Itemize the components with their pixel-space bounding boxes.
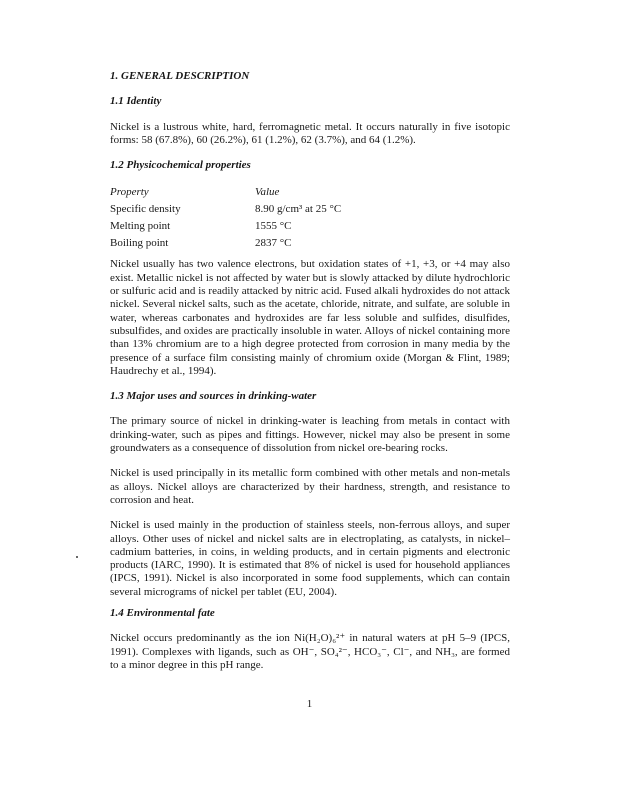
paragraph-metallic-form: Nickel is used principally in its metallic form combined with other metals and non-metals as alloys. Nickel alloys are characterized by their hardness, strength, and resistance to corrosion and heat.: [110, 467, 510, 506]
content-column: [110, 70, 510, 684]
section-heading-environmental-fate: 1.4 Environmental fate: [110, 607, 215, 620]
properties-table-header-row: [110, 184, 510, 201]
table-row: [110, 201, 510, 218]
section-heading-general-description: 1. GENERAL DESCRIPTION: [110, 70, 250, 82]
table-cell-value: 8.90 g/cm³ at 25 °C: [255, 203, 342, 216]
paragraph-identity: Nickel is a lustrous white, hard, ferromagnetic metal. It occurs naturally in five isotopic forms: 58 (67.8%), 60 (26.2%), 61 (1.2%), 62 (3.7%), and 64 (1.2%).: [110, 120, 510, 146]
table-cell-property: Boiling point: [110, 237, 169, 250]
section-heading-identity: 1.1 Identity: [110, 95, 162, 108]
properties-table: [110, 184, 510, 252]
scan-speck: [76, 556, 78, 558]
paragraph-valence-chemistry: Nickel usually has two valence electrons, but oxidation states of +1, +3, or +4 may also exist. Metallic nickel is not affected by water but is slowly attacked by dilute hydrochloric or sulfuric acid and is readily attacked by nitric acid. Fused alkali hydroxides do not attack nickel. Several nickel salts, such as the acetate, chloride, nitrate, and sulfate, are soluble in water, whereas carbonates and hydroxides are far less soluble and sulfides, disulfides, subsulfides, and oxides are practically insoluble in water. Alloys of nickel containing more than 13% chromium are to a high degree protected from corrosion in many media by the presence of a surface film consisting mainly of chromium oxide (Morgan & Flint, 1989; Haudrechy et al., 1994).: [110, 258, 510, 377]
table-row: [110, 235, 510, 252]
paragraph-primary-source: The primary source of nickel in drinking-water is leaching from metals in contact with drinking-water, such as pipes and fittings. However, nickel may also be present in some groundwaters as a consequence of dissolution from nickel ore-bearing rocks.: [110, 415, 510, 455]
page-number: 1: [306, 698, 313, 710]
section-heading-major-uses: 1.3 Major uses and sources in drinking-water: [110, 390, 317, 403]
column-header-property: Property: [110, 186, 149, 199]
table-cell-value: 1555 °C: [255, 220, 292, 233]
section-heading-physicochemical-properties: 1.2 Physicochemical properties: [110, 159, 251, 172]
column-header-value: Value: [255, 186, 280, 199]
paragraph-environmental-fate: Nickel occurs predominantly as the ion Ni(H₂O)₆²⁺ in natural waters at pH 5–9 (IPCS, 1991). Complexes with ligands, such as OH⁻, SO₄²⁻, HCO₃⁻, Cl⁻, and NH₃, are formed to a minor degree in this pH range.: [110, 632, 510, 671]
paragraph-production-uses: Nickel is used mainly in the production of stainless steels, non-ferrous alloys, and super alloys. Other uses of nickel and nickel salts are in electroplating, as catalysts, in nickel–cadmium batteries, in coins, in welding products, and in certain pigments and electronic products (IARC, 1990). It is estimated that 8% of nickel is used for household appliances (IPCS, 1991). Nickel is also incorporated in some food supplements, which can contain several micrograms of nickel per tablet (EU, 2004).: [110, 519, 510, 598]
table-cell-value: 2837 °C: [255, 237, 292, 250]
table-row: [110, 218, 510, 235]
table-cell-property: Specific density: [110, 203, 181, 216]
table-cell-property: Melting point: [110, 220, 171, 233]
